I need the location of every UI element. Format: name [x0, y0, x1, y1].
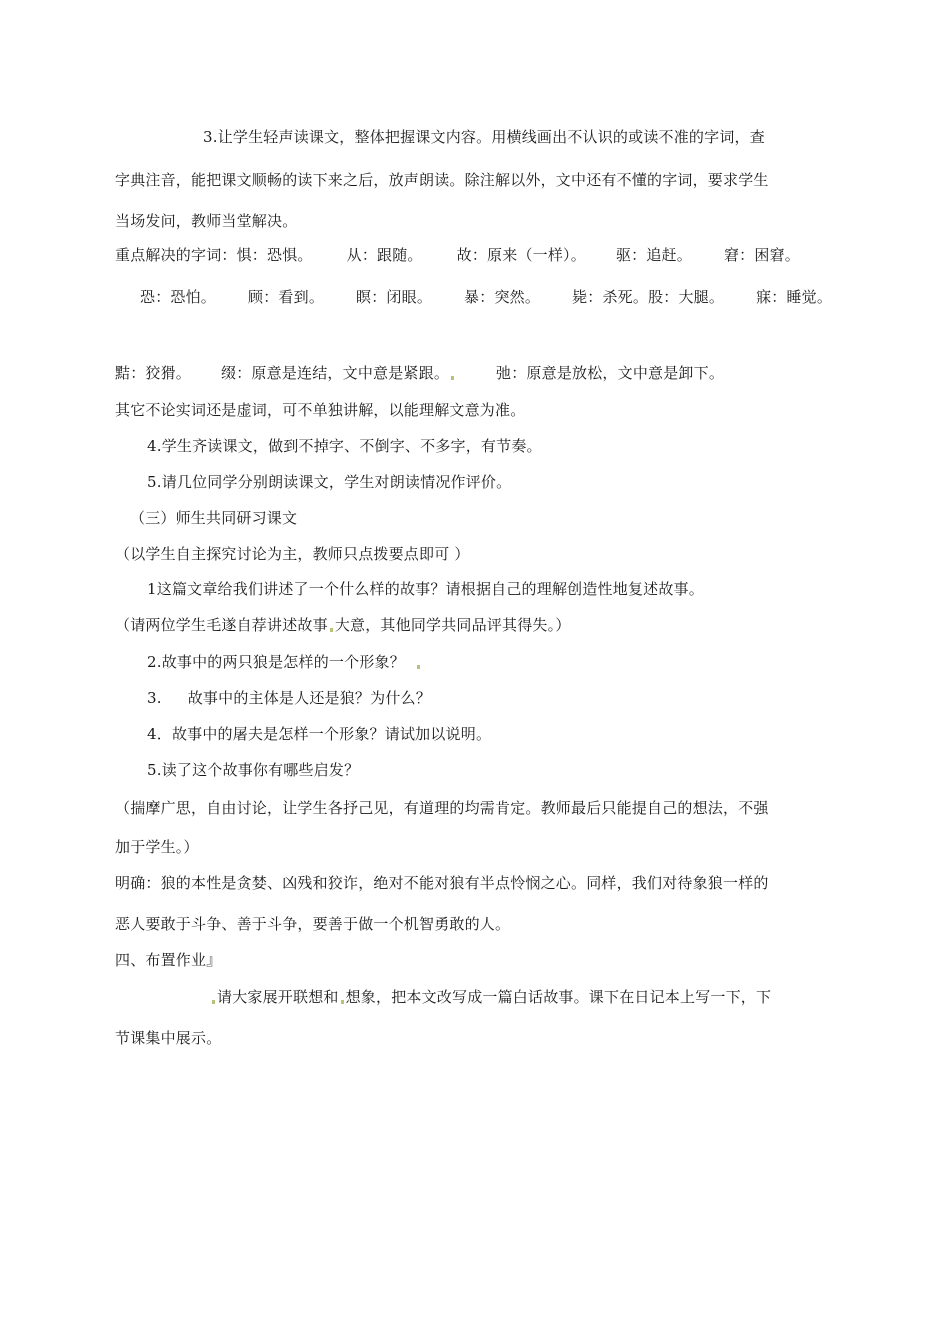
- vocab-item: 缀：原意是连结，文中意是紧跟。: [221, 364, 450, 382]
- stray-mark: [341, 1000, 344, 1004]
- question-3: [147, 688, 431, 708]
- question-2-text: 2.故事中的两只狼是怎样的一个形象？: [147, 653, 405, 671]
- vocab-item: 惧：恐惧。: [236, 246, 313, 264]
- guide-note: （以学生自主探究讨论为主，教师只点拨要点即可 ）: [115, 545, 470, 563]
- vocab-note: 其它不论实词还是虚词，可不单独讲解，以能理解文意为准。: [115, 401, 526, 419]
- paragraph-3-line-2: 字典注音，能把课文顺畅的读下来之后，放声朗读。除注解以外，文中还有不懂的字词，要求学生: [115, 171, 769, 189]
- vocab-intro: 重点解决的字词：: [115, 246, 237, 264]
- homework-line-1: [210, 987, 771, 1007]
- paragraph-4: 4.学生齐读课文，做到不掉字、不倒字、不多字，有节奏。: [147, 437, 542, 455]
- stray-mark: [451, 376, 454, 380]
- question-2: [147, 652, 422, 672]
- vocab-row-1: [115, 245, 800, 265]
- clarify-line-1: 明确：狼的本性是贪婪、凶残和狡诈，绝对不能对狼有半点怜悯之心。同样，我们对待象狼一样的: [115, 874, 769, 892]
- paragraph-3-line-1: 3.让学生轻声读课文，整体把握课文内容。用横线画出不认识的或读不准的字词，查: [203, 128, 765, 146]
- section-3-heading: （三）师生共同研习课文: [130, 509, 298, 527]
- section-4-heading: 四、布置作业』: [115, 951, 222, 969]
- discussion-line-1: （揣摩广思，自由讨论，让学生各抒己见，有道理的均需肯定。教师最后只能提自己的想法，不强: [115, 799, 769, 817]
- vocab-item: 驱：追赶。: [615, 246, 692, 264]
- vocab-item: 故：原来（一样）。: [456, 246, 586, 264]
- paragraph-5: 5.请几位同学分别朗读课文，学生对朗读情况作评价。: [147, 473, 512, 491]
- vocab-item: 黠：狡猾。: [115, 364, 192, 382]
- vocab-item: 毙：杀死。股：大腿。: [572, 288, 725, 306]
- question-4: 4．故事中的屠夫是怎样一个形象？请试加以说明。: [147, 725, 492, 743]
- question-3-number: 3.: [147, 689, 162, 707]
- vocab-row-2: [140, 287, 832, 307]
- question-1: 1这篇文章给我们讲述了一个什么样的故事？请根据自己的理解创造性地复述故事。: [147, 580, 704, 598]
- homework-text: 想象，把本文改写成一篇白话故事。课下在日记本上写一下，下: [345, 988, 772, 1006]
- vocab-item: 恐：恐怕。: [140, 288, 217, 306]
- stray-mark: [417, 665, 420, 669]
- discussion-line-2: 加于学生。）: [115, 838, 199, 856]
- question-5: 5.读了这个故事你有哪些启发？: [147, 761, 360, 779]
- vocab-item: 暴：突然。: [464, 288, 541, 306]
- homework-line-2: 节课集中展示。: [115, 1029, 222, 1047]
- question-1-note: [115, 615, 571, 635]
- paragraph-3-line-3: 当场发问，教师当堂解决。: [115, 212, 298, 230]
- vocab-item: 弛：原意是放松，文中意是卸下。: [496, 364, 725, 382]
- question-3-text: 故事中的主体是人还是狼？为什么？: [187, 689, 431, 707]
- homework-text: 请大家展开联想和: [217, 988, 339, 1006]
- vocab-item: 寐：睡觉。: [756, 288, 833, 306]
- vocab-row-3: [115, 363, 724, 383]
- clarify-line-2: 恶人要敢于斗争、善于斗争，要善于做一个机智勇敢的人。: [115, 915, 511, 933]
- vocab-item: 从：跟随。: [346, 246, 423, 264]
- vocab-item: 顾：看到。: [248, 288, 325, 306]
- stray-mark: [330, 628, 333, 632]
- stray-mark: [212, 1000, 215, 1004]
- question-1-note-part: （请两位学生毛遂自荐讲述故事: [115, 616, 328, 634]
- question-1-note-part: 大意，其他同学共同品评其得失。）: [334, 616, 571, 634]
- vocab-item: 瞑：闭眼。: [356, 288, 433, 306]
- vocab-item: 窘：困窘。: [723, 246, 800, 264]
